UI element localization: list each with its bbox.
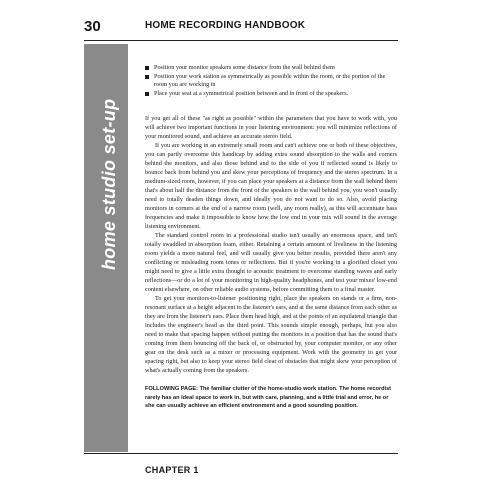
section-sidebar bbox=[84, 44, 128, 452]
body-paragraph: If you are working in an extremely small room and can't achieve one or both of these objectives, you can partly overcome this handicap by adding extra sound absorption to the walls and corners behind the monitors, and also those behind and to the side of you if reflected sound is likely to bounce back from behind you and skew your perceptions of frequency and the stereo spectrum. In a medium-sized room, however, if you can place your speakers at a distance from the wall behind them that's about half the distance from the front of the speakers to the wall behind you, you won't usually need to totally deaden things down, and ideally you do not want to do so. Also, avoid placing monitors in corners at the end of a narrow room (well, any room really), as this will accentuate bass frequencies and make it impossible to know how the low end in your mix will sound in the average listening environment. bbox=[145, 142, 397, 231]
body-paragraph: To get your monitors-to-listener positioning right, place the speakers on stands or a firm, non-resonant surface at a height adjacent to the listener's ears, and at the same distance from each other as they are from the listener's ears. Place them head high, and at the points of an equilateral triangle that includes the engineer's head as the third point. This sounds simple enough, perhaps, but you also need to make that spacing happen without putting the monitors in a position that has the sound that's coming from them bouncing off the back of, or obstructed by, your computer monitor, or any other gear on the desk such as a mixer or processing equipment. Work with the geometry to get your spacing right, but also to keep your stereo field clear of obstacles that might skew your perception of what's actually coming from the speakers. bbox=[145, 295, 397, 375]
bullet-item: Position your work station as symmetrically as possible within the room, or the portion of the room you are working in bbox=[145, 73, 397, 90]
body-paragraph: If you get all of these "as right as possible" within the parameters that you have to work with, you will achieve two important functions in your listening environment: you will minimize reflections of your monitored sound, and achieve an accurate stereo field. bbox=[145, 115, 397, 141]
footer-rule bbox=[84, 453, 398, 454]
chapter-footer: CHAPTER 1 bbox=[145, 465, 199, 475]
page-body bbox=[145, 64, 397, 411]
body-paragraph: The standard control room in a professional studio isn't usually an enormous space, and isn't totally swaddled in absorption foam, either. Retaining a certain amount of liveliness in the listening room yields a more natural feel, and will usually give you better results, provided there aren't any conflicting or misleading room tones or reflections. But if you're working in a glorified closet you might need to give a little extra thought to acoustic treatment to overcome standing waves and early reflections—or do a lot of your monitoring in high-quality headphones, and test your mixes' low-end content elsewhere, on other reliable audio systems, before committing them to a final master. bbox=[145, 232, 397, 294]
header-rule bbox=[84, 40, 398, 41]
sidebar-section-label: home studio set-up bbox=[99, 98, 119, 270]
bullet-item: Place your seat at a symmetrical position between and in front of the speakers. bbox=[145, 90, 397, 99]
bullet-item: Position your monitor speakers some distance from the wall behind them bbox=[145, 64, 397, 73]
figure-caption: FOLLOWING PAGE: The familiar clutter of the home-studio work station. The home recordist rarely has an ideal space to work in, but with care, planning, and a little trial and error, he or she can usually achieve an efficient environment and a good sounding position. bbox=[145, 386, 392, 410]
bullet-list bbox=[145, 64, 397, 98]
running-head: HOME RECORDING HANDBOOK bbox=[145, 20, 306, 31]
page-number: 30 bbox=[84, 18, 101, 35]
